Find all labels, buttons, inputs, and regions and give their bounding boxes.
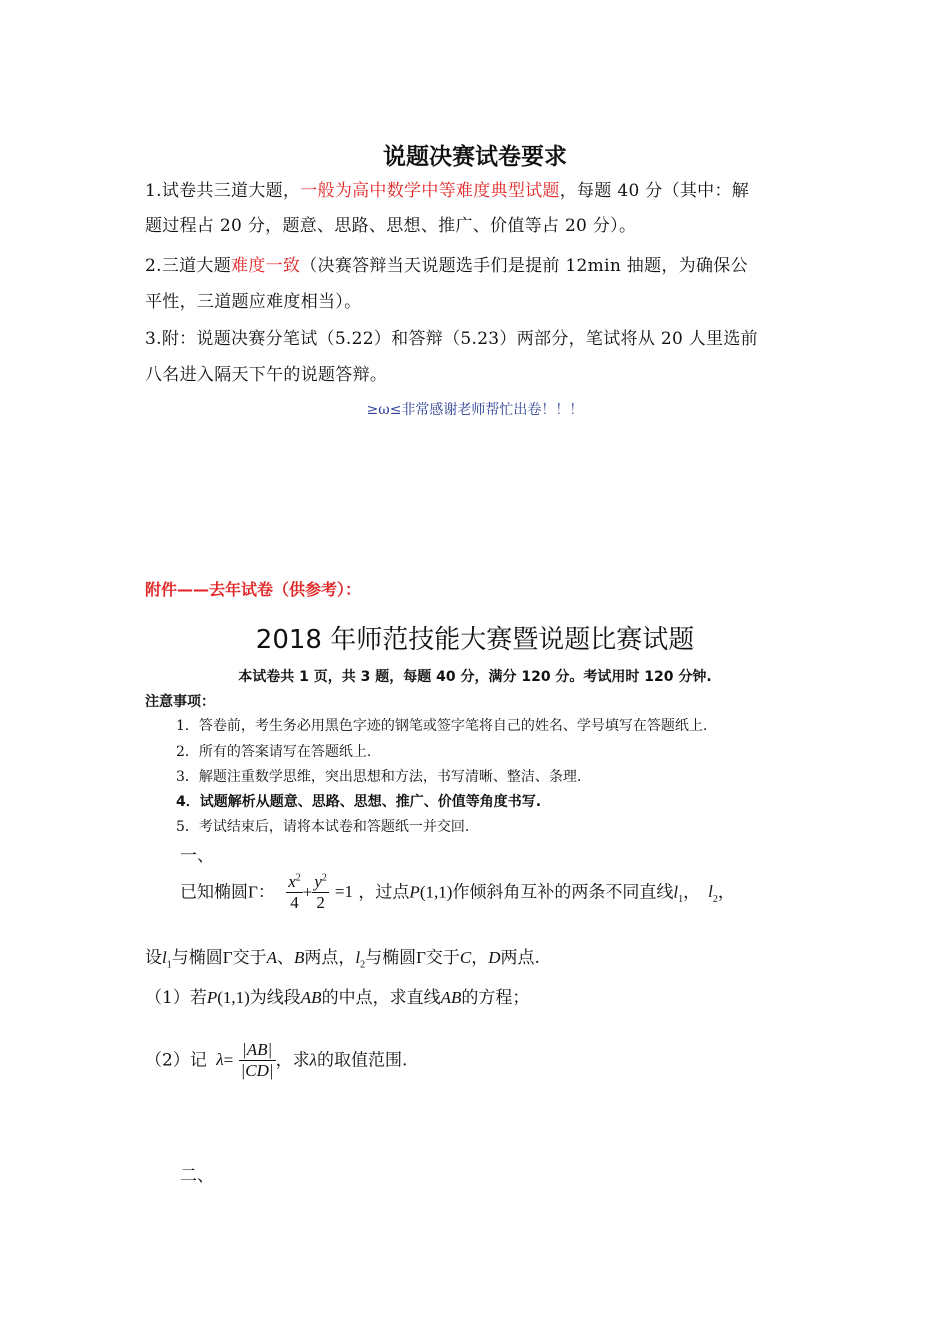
note-item: 4．试题解析从题意、思路、思想、推广、价值等角度书写. <box>176 794 542 810</box>
note-item: 5．考试结束后，请将本试卷和答题纸一并交回. <box>176 819 470 835</box>
fraction-y-over-2: $\frac{y^2}{2}$ <box>314 872 327 913</box>
fraction-x-over-4: $\frac{x^2}{4}$ <box>288 872 301 913</box>
question-2: （2）记 λ= $\frac{|AB|}{|CD|}$ ，求λ的取值范围. <box>145 1040 408 1081</box>
requirement-item-1: 1.试卷共三道大题，一般为高中数学中等难度典型试题，每题 40 分（其中：解 <box>145 181 750 201</box>
note-item: 3．解题注重数学思维，突出思想和方法，书写清晰、整洁、条理. <box>176 769 582 785</box>
exam-title: 2018 年师范技能大赛暨说题比赛试题 <box>255 625 695 655</box>
note-item: 1．答卷前，考生务必用黑色字迹的钢笔或签字笔将自己的姓名、学号填写在答题纸上. <box>176 718 708 734</box>
note-item: 2．所有的答案请写在答题纸上. <box>176 744 372 760</box>
page-title: 说题决赛试卷要求 <box>383 144 567 170</box>
requirement-item-2: 2.三道大题难度一致（决赛答辩当天说题选手们是提前 12min 抽题，为确保公 <box>145 256 748 276</box>
attachment-label: 附件——去年试卷（供参考）： <box>145 580 362 599</box>
requirement-item-3-line2: 八名进入隔天下午的说题答辩。 <box>145 365 388 385</box>
highlight-text: 难度一致 <box>231 256 301 276</box>
thanks-note: ≥ω≤非常感谢老师帮忙出卷！！！ <box>366 402 584 418</box>
fraction-ab-over-cd: $\frac{|AB|}{|CD|}$ <box>240 1040 274 1081</box>
question-1: （1）若P(1,1)为线段AB的中点，求直线AB的方程； <box>145 988 530 1008</box>
requirement-item-2-line2: 平性，三道题应难度相当）。 <box>145 292 362 312</box>
requirement-item-1-line2: 题过程占 20 分，题意、思路、思想、推广、价值等占 20 分）。 <box>145 216 637 236</box>
exam-subtitle: 本试卷共 1 页，共 3 题，每题 40 分，满分 120 分。考试用时 120 分钟. <box>238 669 712 685</box>
problem-1-statement-line2: 设$l_1$与椭圆Γ交于A、B两点，$l_2$与椭圆Γ交于C，D两点. <box>145 948 540 971</box>
highlight-text: 一般为高中数学中等难度典型试题 <box>300 181 560 201</box>
notes-heading: 注意事项： <box>145 694 215 710</box>
problem-2-number: 二、 <box>180 1166 214 1186</box>
problem-1-number: 一、 <box>180 846 214 866</box>
problem-1-statement: 已知椭圆Γ： $\frac{x^2}{4}$ + $\frac{y^2}{2}$ =1 ，过点P(1,1)作倾斜角互补的两条不同直线$l_1$， $l_2$， <box>180 872 735 913</box>
requirement-item-3: 3.附：说题决赛分笔试（5.22）和答辩（5.23）两部分，笔试将从 20 人里选前 <box>145 329 758 349</box>
